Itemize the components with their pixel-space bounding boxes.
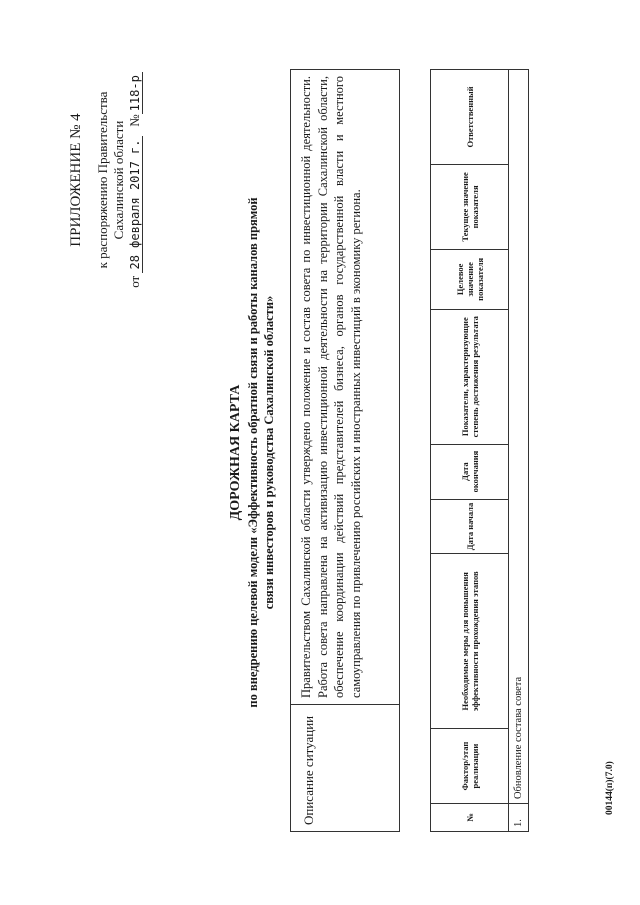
- annex-region-line: Сахалинской области: [111, 120, 126, 240]
- header-end-date: Дата окончания: [431, 444, 509, 499]
- situation-text: Правительством Сахалинской области утверждено положение и состав совета по инвестиционной деятельности. Работа совета направлена на активизацию инвестиционной деятельности на территории Сахалинской области, обеспечение координации действий представителей бизнеса, органов государственной власти и местного самоуправления по привлечению российских и иностранных инвестиций в экономику региона.: [299, 76, 363, 698]
- header-start-date: Дата начала: [431, 499, 509, 554]
- annex-date-line: [127, 30, 143, 330]
- header-responsible: Ответственный: [431, 70, 509, 165]
- situation-box: [290, 69, 400, 832]
- document-code: 00144(п)(7.0): [605, 761, 615, 815]
- roadmap-table: [430, 69, 529, 832]
- header-measures: Необходимые меры для повышения эффективности прохождения этапов: [431, 554, 509, 729]
- annex-date-prefix: от: [127, 275, 142, 288]
- annex-number-value: 118-р: [128, 72, 143, 114]
- document-subtitle-line-1: по внедрению целевой модели «Эффективность обратной связи и работы каналов прямой: [246, 197, 260, 708]
- document-title: ДОРОЖНАЯ КАРТА: [228, 384, 243, 521]
- table-row: [509, 70, 529, 832]
- header-indicators: Показатели, характеризующие степень достижения результата: [431, 309, 509, 444]
- header-number: №: [431, 804, 509, 832]
- annex-order-line: к распоряжению Правительства: [95, 91, 110, 269]
- table-header-row: [431, 70, 509, 832]
- annex-date-value: 28 февраля 2017 г.: [128, 136, 143, 272]
- row-stage-cell: Обновление состава совета: [509, 70, 529, 804]
- situation-label: Описание ситуации: [291, 704, 399, 831]
- header-target-value: Целевое значение показателя: [431, 249, 509, 309]
- header-factor-stage: Фактор/этап реализации: [431, 729, 509, 804]
- annex-number-prefix: №: [127, 114, 142, 127]
- document-subtitle-line-2: связи инвесторов и руководства Сахалинской области»: [262, 295, 276, 610]
- annex-title: ПРИЛОЖЕНИЕ № 4: [68, 113, 84, 247]
- row-number-cell: 1.: [509, 804, 529, 832]
- header-current-value: Текущее значение показателя: [431, 164, 509, 249]
